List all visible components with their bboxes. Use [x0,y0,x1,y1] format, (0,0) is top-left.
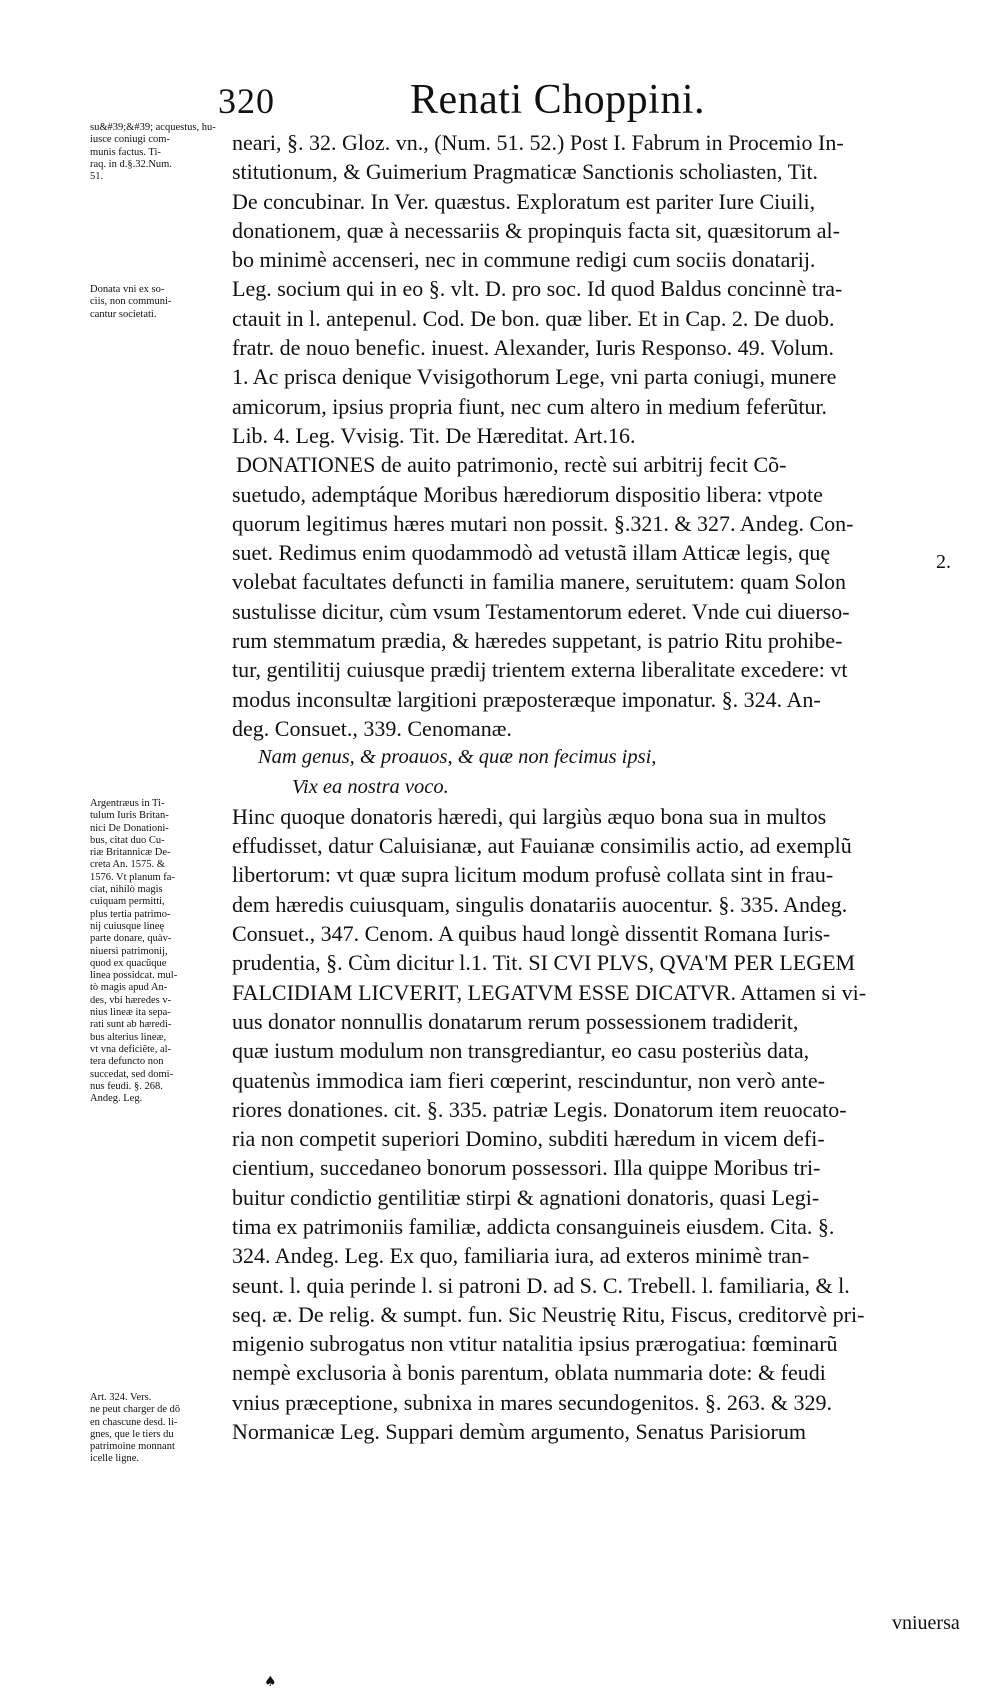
text-line: 324. Andeg. Leg. Ex quo, familiaria iura, ad exteros minimè tran- [232,1243,810,1269]
margin-note-3: Argentræus in Ti- tulum Iuris Britan- nici De Donationi- bus, citat duo Cu- riæ Britannicæ De- creta An. 1575. & 1576. Vt planum fa- ciat, nihilò magis cuiquam permitti, plus tertia patrimo- nij cuiusque lineę parte donare, quàv- niuersi patrimonij, quod ex quacũque linea possidcat. mul- tò magis apud An- des, vbi hæredes v- nius lineæ ita sepa- rati sunt ab hæredi- bus alterius lineæ, vt vna deficiẽte, al- tera defuncto non succedat, sed domi- nus feudi. §. 268. Andeg. Leg. [90,798,178,1105]
main-text [232,128,964,1476]
margin-note-2: Donata vni ex so- ciis, non communi- cantur societati. [90,284,172,320]
paragraph-number: 2. [936,551,951,573]
text-line: prudentia, §. Cùm dicitur l.1. Tit. SI CVI PLVS, QVA'M PER LEGEM [232,950,856,976]
text-line: Leg. socium qui in eo §. vlt. D. pro soc. Id quod Baldus concinnè tra- [232,276,843,302]
text-line: deg. Consuet., 339. Cenomanæ. [232,715,512,741]
text-line: seq. æ. De relig. & sumpt. fun. Sic Neustrię Ritu, Fiscus, creditorvè pri- [232,1301,865,1327]
text-line: seunt. l. quia perinde l. si patroni D. ad S. C. Trebell. l. familiaria, & l. [232,1272,850,1298]
text-line: fratr. de nouo benefic. inuest. Alexander, Iuris Responso. 49. Volum. [232,335,834,361]
text-line: Consuet., 347. Cenom. A quibus haud longè dissentit Romana Iuris- [232,921,831,947]
text-line: migenio subrogatus non vtitur natalitia ipsius prærogatiua: fœminarũ [232,1331,838,1357]
text-line: donationem, quæ à necessariis & propinquis facta sit, quæsitorum al- [232,217,840,243]
text-line: vnius præceptione, subnixa in mares secundogenitos. §. 263. & 329. [232,1389,833,1415]
text-line: sustulisse dicitur, cùm vsum Testamentorum ederet. Vnde cui diuerso- [232,598,850,624]
text-line: tima ex patrimoniis familiæ, addicta consanguineis eiusdem. Cita. §. [232,1213,835,1239]
text-line: 1. Ac prisca denique Vvisigothorum Lege, vni parta coniugi, munere [232,364,837,390]
signature-mark-icon: ♠ [264,1674,277,1690]
text-line: uus donator nonnullis donatarum rerum possessionem tradiderit, [232,1008,799,1034]
text-line: nempè exclusoria à bonis parentum, oblata nummaria dote: & feudi [232,1360,826,1386]
text-line: libertorum: vt quæ supra licitum modum profusè collata sint in frau- [232,862,834,888]
text-line: cientium, succedaneo bonorum possessori. Illa quippe Moribus tri- [232,1155,821,1181]
text-line: effudisset, datur Caluisianæ, aut Fauianæ consimilis actio, ad exemplũ [232,833,852,859]
margin-note-1: su&#39;&#39; acquestus, hu- iusce coniugi com- munis factus. Ti- raq. in d.§.32.Num. 51. [90,122,216,183]
paragraph-start-line: DONATIONES de auito patrimonio, rectè sui arbitrij fecit Cõ- [236,452,787,478]
text-line: ria non competit superiori Domino, subditi hæredum in vicem defi- [232,1126,825,1152]
text-line: FALCIDIAM LICVERIT, LEGATVM ESSE DICATVR. Attamen si vi- [232,979,867,1005]
text-line: suetudo, ademptáque Moribus hærediorum dispositio libera: vtpote [232,481,823,507]
verse-quote-line-2: Vix ea nostra voco. [292,775,449,798]
text-line: buitur condictio gentilitiæ stirpi & agnationi donatoris, quasi Legi- [232,1184,820,1210]
text-line: De concubinar. In Ver. quæstus. Exploratum est pariter Iure Ciuili, [232,188,816,214]
text-line: quorum legitimus hæres mutari non possit. §.321. & 327. Andeg. Con- [232,510,854,536]
text-line: quæ iustum modulum non transgrediantur, eo casu posteriùs data, [232,1038,810,1064]
text-line: dem hæredis cuiusquam, singulis donatariis auocentur. §. 335. Andeg. [232,891,848,917]
text-line: quatenùs immodica iam fieri cœperint, rescinduntur, non verò ante- [232,1067,825,1093]
margin-note-4: Art. 324. Vers. ne peut charger de dõ en chascune desd. li- gnes, que le tiers du patrimoine monnant icelle ligne. [90,1392,181,1465]
text-line: Hinc quoque donatoris hæredi, qui largiùs æquo bona sua in multos [232,803,827,829]
text-line: ctauit in l. antepenul. Cod. De bon. quæ liber. Et in Cap. 2. De duob. [232,305,835,331]
text-line: riores donationes. cit. §. 335. patriæ Legis. Donatorum item reuocato- [232,1096,847,1122]
text-line: rum stemmatum prædia, & hæredes suppetant, is patrio Ritu prohibe- [232,628,843,654]
page-number: 320 [218,81,275,121]
text-line [232,1446,964,1475]
text-line: suet. Redimus enim quodammodò ad vetustã illam Atticæ legis, quę [232,540,831,566]
running-head: Renati Choppini. [410,77,705,123]
text-line: neari, §. 32. Gloz. vn., (Num. 51. 52.) Post I. Fabrum in Procemio In- [232,130,844,155]
text-line: volebat facultates defuncti in familia manere, seruitutem: quam Solon [232,569,846,595]
page-header [210,76,970,126]
text-line: amicorum, ipsius propria fiunt, nec cum altero in medium feferũtur. [232,393,828,419]
verse-quote-line-1: Nam genus, & proauos, & quæ non fecimus ipsi, [258,746,657,769]
catchword: vniuersa [892,1612,960,1634]
text-line: Lib. 4. Leg. Vvisig. Tit. De Hæreditat. Art.16. [232,422,636,448]
text-line: stitutionum, & Guimerium Pragmaticæ Sanctionis scholiasten, Tit. [232,159,819,185]
text-line: bo minimè accenseri, nec in commune redigi cum sociis donatarij. [232,247,816,273]
text-line: tur, gentilitij cuiusque prædij trientem externa liberalitate excedere: vt [232,657,848,683]
text-line: modus inconsultæ largitioni præposteræque imponatur. §. 324. An- [232,686,821,712]
text-line: Normanicæ Leg. Suppari demùm argumento, Senatus Parisiorum [232,1419,806,1445]
